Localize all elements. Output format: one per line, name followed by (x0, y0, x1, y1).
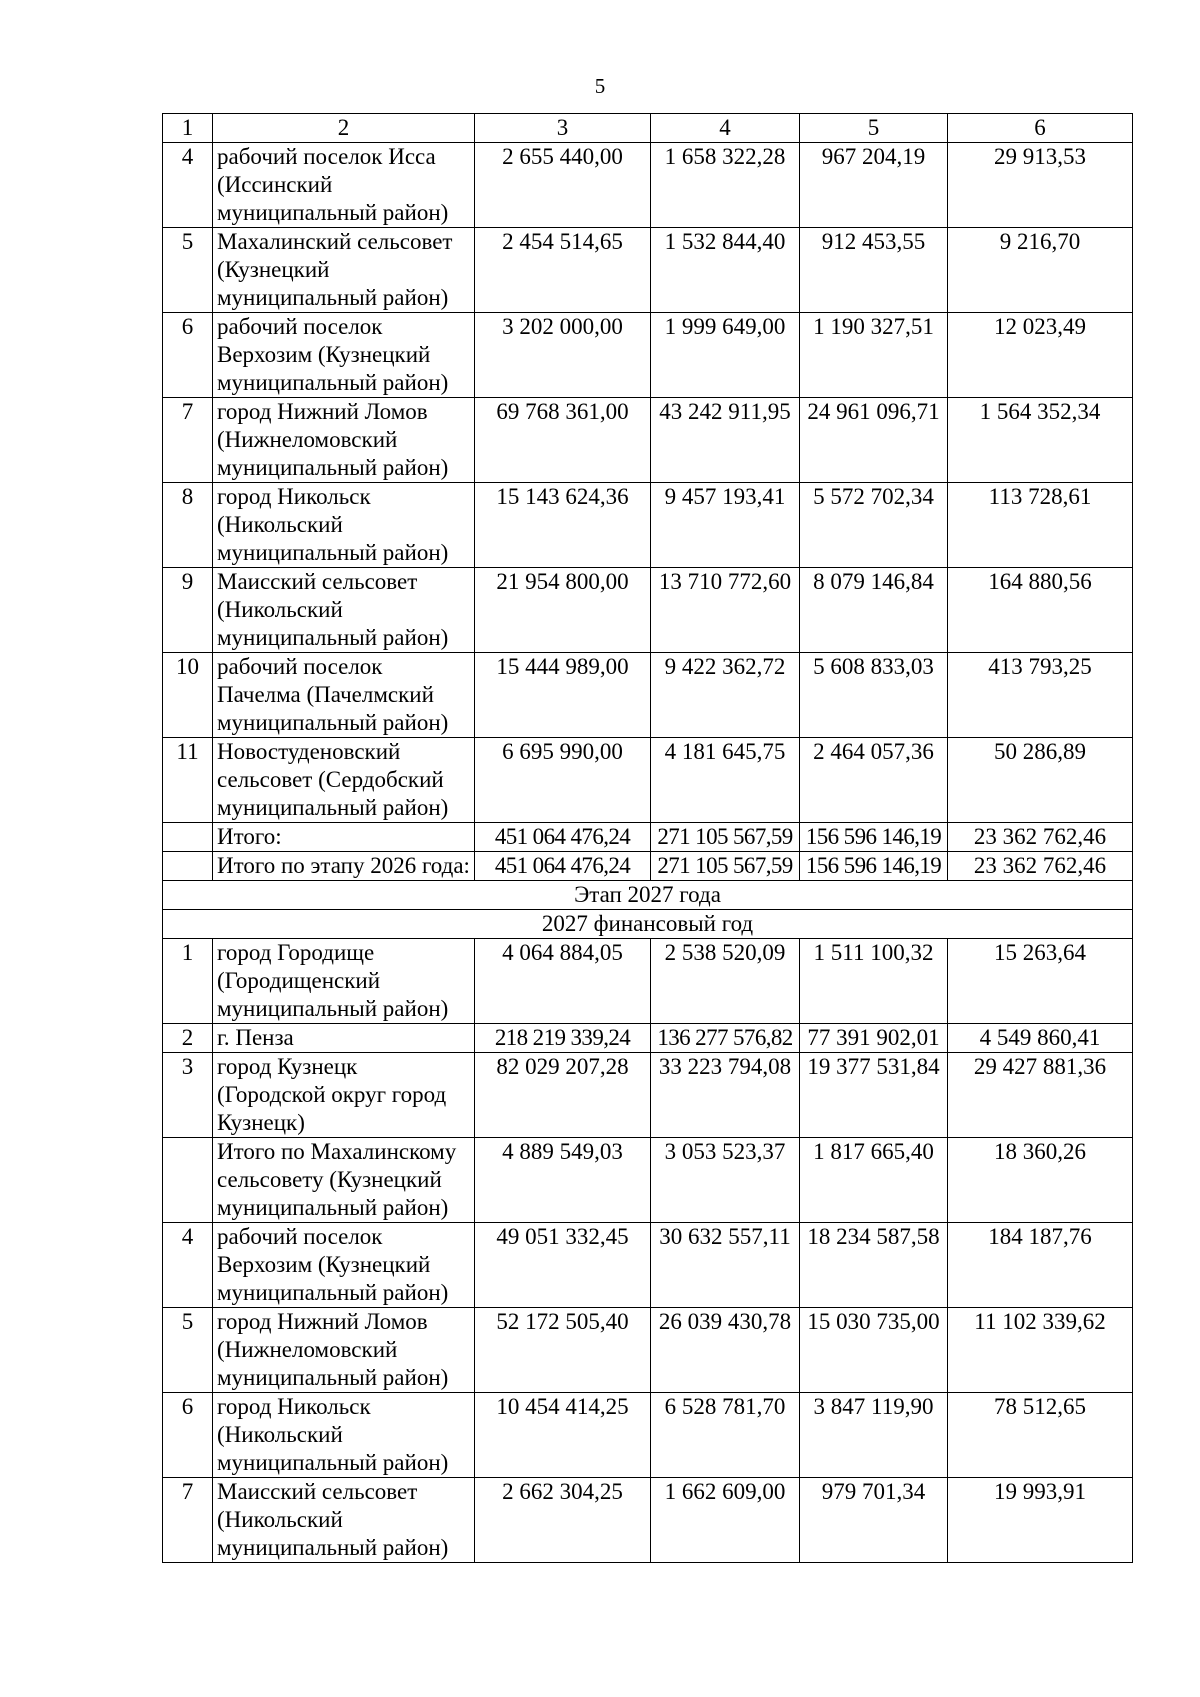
table-row (163, 738, 1133, 823)
amount-c3: 4 064 884,05 (475, 939, 651, 1024)
page-number: 5 (594, 74, 606, 98)
amount-c4: 43 242 911,95 (651, 398, 800, 483)
table-row (163, 1223, 1133, 1308)
row-number: 5 (163, 228, 213, 313)
municipality-name: Махалинский сельсовет (Кузнецкий муниципальный район) (213, 228, 475, 313)
section-title: 2027 финансовый год (163, 910, 1133, 939)
row-number: 7 (163, 1478, 213, 1563)
table-row (163, 398, 1133, 483)
amount-c3: 451 064 476,24 (475, 852, 651, 881)
budget-table-body (163, 114, 1133, 1563)
amount-c5: 5 608 833,03 (800, 653, 948, 738)
table-row (163, 852, 1133, 881)
row-number (163, 1138, 213, 1223)
amount-c5: 18 234 587,58 (800, 1223, 948, 1308)
amount-c3: 15 444 989,00 (475, 653, 651, 738)
amount-c6: 164 880,56 (948, 568, 1133, 653)
amount-c3: 4 889 549,03 (475, 1138, 651, 1223)
amount-c6: 23 362 762,46 (948, 823, 1133, 852)
budget-table (162, 113, 1133, 1563)
amount-c6: 29 427 881,36 (948, 1053, 1133, 1138)
amount-c6: 184 187,76 (948, 1223, 1133, 1308)
amount-c6: 113 728,61 (948, 483, 1133, 568)
row-number: 8 (163, 483, 213, 568)
amount-c6: 9 216,70 (948, 228, 1133, 313)
row-number: 11 (163, 738, 213, 823)
row-number: 7 (163, 398, 213, 483)
amount-c3: 49 051 332,45 (475, 1223, 651, 1308)
amount-c5: 77 391 902,01 (800, 1024, 948, 1053)
row-number: 1 (163, 939, 213, 1024)
section-header-row (163, 881, 1133, 910)
municipality-name: Итого: (213, 823, 475, 852)
amount-c6: 11 102 339,62 (948, 1308, 1133, 1393)
row-number: 6 (163, 313, 213, 398)
amount-c6: 1 564 352,34 (948, 398, 1133, 483)
municipality-name: рабочий поселок Исса (Иссинский муниципальный район) (213, 143, 475, 228)
amount-c4: 30 632 557,11 (651, 1223, 800, 1308)
amount-c4: 6 528 781,70 (651, 1393, 800, 1478)
amount-c5: 979 701,34 (800, 1478, 948, 1563)
amount-c6: 19 993,91 (948, 1478, 1133, 1563)
amount-c5: 5 572 702,34 (800, 483, 948, 568)
amount-c4: 271 105 567,59 (651, 852, 800, 881)
table-row (163, 653, 1133, 738)
municipality-name: г. Пенза (213, 1024, 475, 1053)
row-number: 4 (163, 143, 213, 228)
amount-c6: 18 360,26 (948, 1138, 1133, 1223)
amount-c4: 3 053 523,37 (651, 1138, 800, 1223)
amount-c3: 10 454 414,25 (475, 1393, 651, 1478)
amount-c5: 19 377 531,84 (800, 1053, 948, 1138)
amount-c6: 12 023,49 (948, 313, 1133, 398)
municipality-name: рабочий поселок Верхозим (Кузнецкий муниципальный район) (213, 313, 475, 398)
row-number (163, 823, 213, 852)
amount-c6: 29 913,53 (948, 143, 1133, 228)
table-row (163, 1053, 1133, 1138)
amount-c4: 4 181 645,75 (651, 738, 800, 823)
column-number-2: 2 (213, 114, 475, 143)
amount-c3: 218 219 339,24 (475, 1024, 651, 1053)
municipality-name: Новостуденовский сельсовет (Сердобский муниципальный район) (213, 738, 475, 823)
municipality-name: город Нижний Ломов (Нижнеломовский муниципальный район) (213, 398, 475, 483)
table-row (163, 1138, 1133, 1223)
amount-c3: 2 655 440,00 (475, 143, 651, 228)
row-number: 3 (163, 1053, 213, 1138)
amount-c4: 136 277 576,82 (651, 1024, 800, 1053)
amount-c5: 1 190 327,51 (800, 313, 948, 398)
amount-c5: 2 464 057,36 (800, 738, 948, 823)
municipality-name: рабочий поселок Пачелма (Пачелмский муниципальный район) (213, 653, 475, 738)
row-number: 5 (163, 1308, 213, 1393)
amount-c4: 1 532 844,40 (651, 228, 800, 313)
column-number-row (163, 114, 1133, 143)
section-header-row (163, 910, 1133, 939)
row-number (163, 852, 213, 881)
amount-c4: 26 039 430,78 (651, 1308, 800, 1393)
municipality-name: Итого по Махалинскому сельсовету (Кузнецкий муниципальный район) (213, 1138, 475, 1223)
amount-c4: 9 422 362,72 (651, 653, 800, 738)
table-row (163, 228, 1133, 313)
amount-c5: 1 817 665,40 (800, 1138, 948, 1223)
amount-c4: 9 457 193,41 (651, 483, 800, 568)
table-row (163, 483, 1133, 568)
amount-c5: 967 204,19 (800, 143, 948, 228)
municipality-name: город Никольск (Никольский муниципальный район) (213, 1393, 475, 1478)
amount-c4: 271 105 567,59 (651, 823, 800, 852)
row-number: 10 (163, 653, 213, 738)
amount-c3: 15 143 624,36 (475, 483, 651, 568)
amount-c4: 13 710 772,60 (651, 568, 800, 653)
municipality-name: рабочий поселок Верхозим (Кузнецкий муниципальный район) (213, 1223, 475, 1308)
amount-c5: 156 596 146,19 (800, 823, 948, 852)
amount-c5: 15 030 735,00 (800, 1308, 948, 1393)
row-number: 9 (163, 568, 213, 653)
section-title: Этап 2027 года (163, 881, 1133, 910)
table-row (163, 1478, 1133, 1563)
municipality-name: Итого по этапу 2026 года: (213, 852, 475, 881)
municipality-name: город Нижний Ломов (Нижнеломовский муниципальный район) (213, 1308, 475, 1393)
amount-c5: 8 079 146,84 (800, 568, 948, 653)
table-row (163, 143, 1133, 228)
municipality-name: город Никольск (Никольский муниципальный район) (213, 483, 475, 568)
amount-c4: 1 999 649,00 (651, 313, 800, 398)
municipality-name: Маисский сельсовет (Никольский муниципальный район) (213, 568, 475, 653)
table-row (163, 568, 1133, 653)
amount-c6: 23 362 762,46 (948, 852, 1133, 881)
amount-c4: 1 658 322,28 (651, 143, 800, 228)
amount-c6: 15 263,64 (948, 939, 1133, 1024)
column-number-1: 1 (163, 114, 213, 143)
table-row (163, 1393, 1133, 1478)
amount-c3: 2 662 304,25 (475, 1478, 651, 1563)
amount-c3: 82 029 207,28 (475, 1053, 651, 1138)
amount-c5: 912 453,55 (800, 228, 948, 313)
amount-c6: 413 793,25 (948, 653, 1133, 738)
column-number-3: 3 (475, 114, 651, 143)
amount-c4: 1 662 609,00 (651, 1478, 800, 1563)
amount-c5: 156 596 146,19 (800, 852, 948, 881)
row-number: 6 (163, 1393, 213, 1478)
table-row (163, 1024, 1133, 1053)
column-number-6: 6 (948, 114, 1133, 143)
row-number: 4 (163, 1223, 213, 1308)
column-number-5: 5 (800, 114, 948, 143)
municipality-name: город Городище (Городищенский муниципальный район) (213, 939, 475, 1024)
amount-c3: 6 695 990,00 (475, 738, 651, 823)
municipality-name: Маисский сельсовет (Никольский муниципальный район) (213, 1478, 475, 1563)
amount-c6: 50 286,89 (948, 738, 1133, 823)
row-number: 2 (163, 1024, 213, 1053)
municipality-name: город Кузнецк (Городской округ город Кузнецк) (213, 1053, 475, 1138)
amount-c3: 52 172 505,40 (475, 1308, 651, 1393)
amount-c4: 33 223 794,08 (651, 1053, 800, 1138)
amount-c6: 78 512,65 (948, 1393, 1133, 1478)
table-row (163, 313, 1133, 398)
amount-c6: 4 549 860,41 (948, 1024, 1133, 1053)
column-number-4: 4 (651, 114, 800, 143)
amount-c3: 451 064 476,24 (475, 823, 651, 852)
amount-c3: 3 202 000,00 (475, 313, 651, 398)
amount-c5: 1 511 100,32 (800, 939, 948, 1024)
amount-c3: 69 768 361,00 (475, 398, 651, 483)
amount-c5: 24 961 096,71 (800, 398, 948, 483)
table-row (163, 1308, 1133, 1393)
amount-c3: 21 954 800,00 (475, 568, 651, 653)
table-row (163, 823, 1133, 852)
amount-c5: 3 847 119,90 (800, 1393, 948, 1478)
amount-c4: 2 538 520,09 (651, 939, 800, 1024)
amount-c3: 2 454 514,65 (475, 228, 651, 313)
table-row (163, 939, 1133, 1024)
